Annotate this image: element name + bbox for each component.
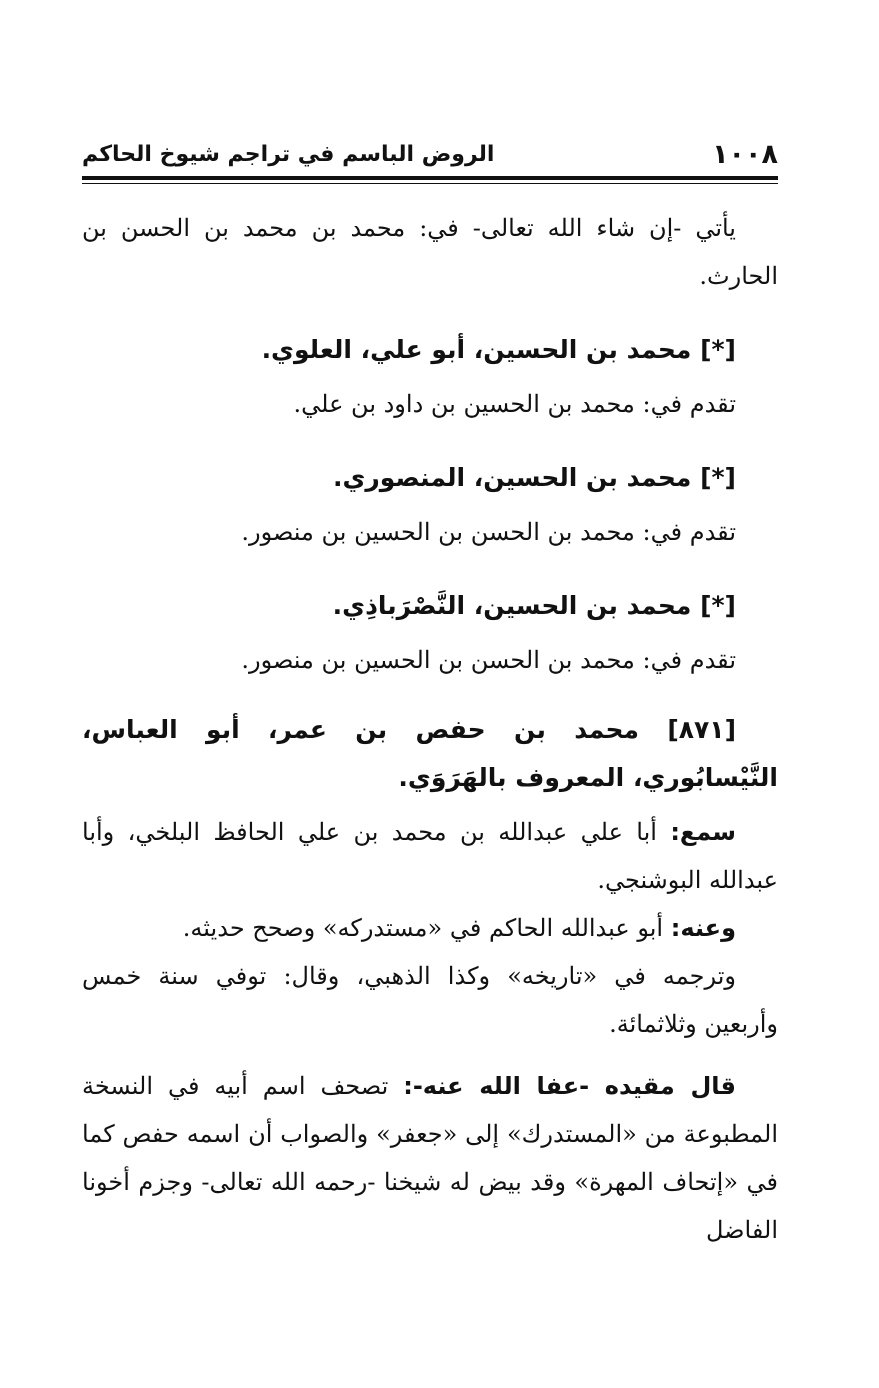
ref-text: محمد بن الحسن بن الحسين بن منصور.: [241, 646, 635, 674]
narrated-by-paragraph: [82, 904, 778, 952]
entry-heading-1: [82, 326, 778, 374]
biography-paragraph: وترجمه في «تاريخه» وكذا الذهبي، وقال: توفي سنة خمس وأربعين وثلاثمائة.: [82, 962, 778, 1038]
heard-label: سمع:: [670, 818, 736, 846]
entry-number: [٨٧١]: [667, 715, 736, 744]
from-text: أبو عبدالله الحاكم في «مستدركه» وصحح حديثه.: [182, 914, 664, 942]
ref-label: تقدم في:: [642, 646, 736, 674]
header-rule-thick: [82, 176, 778, 180]
entry-reference-3: [82, 636, 778, 684]
heard-text: أبا علي عبدالله بن محمد بن علي الحافظ البلخي، وأبا عبدالله البوشنجي.: [82, 818, 778, 894]
running-title: الروض الباسم في تراجم شيوخ الحاكم: [82, 142, 495, 167]
note-text: تصحف اسم أبيه في النسخة المطبوعة من «المستدرك» إلى «جعفر» والصواب أن اسمه حفص كما في «إتحاف المهرة» وقد بيض له شيخنا -رحمه الله تعالى- وجزم أخونا الفاضل: [82, 1072, 778, 1244]
page-header: [82, 138, 778, 174]
from-label: وعنه:: [670, 914, 736, 942]
entry-name: محمد بن الحسين، المنصوري.: [333, 463, 692, 492]
heard-from-paragraph: [82, 808, 778, 904]
page-number: ١٠٠٨: [712, 139, 778, 170]
entry-name: محمد بن الحسين، أبو علي، العلوي.: [261, 335, 692, 364]
entry-heading-2: [82, 454, 778, 502]
ref-text: محمد بن الحسن بن الحسين بن منصور.: [241, 518, 635, 546]
editor-note-paragraph: [82, 1062, 778, 1254]
entry-mark: [*]: [700, 335, 736, 364]
entry-heading-3: [82, 582, 778, 630]
entry-name: محمد بن حفص بن عمر، أبو العباس، النَّيْسابُوري، المعروف بالهَرَوَي.: [82, 715, 778, 792]
entry-reference-2: [82, 508, 778, 556]
main-entry-heading: [82, 706, 778, 802]
header-rule-thin: [82, 183, 778, 184]
ref-label: تقدم في:: [642, 390, 736, 418]
entry-mark: [*]: [700, 463, 736, 492]
note-label: قال مقيده -عفا الله عنه-:: [403, 1072, 736, 1100]
ref-text: محمد بن الحسين بن داود بن علي.: [293, 390, 635, 418]
intro-paragraph: يأتي -إن شاء الله تعالى- في: محمد بن محمد بن الحسن بن الحارث.: [82, 214, 778, 290]
page-body: [82, 204, 778, 1254]
entry-reference-1: [82, 380, 778, 428]
ref-label: تقدم في:: [642, 518, 736, 546]
entry-mark: [*]: [700, 591, 736, 620]
entry-name: محمد بن الحسين، النَّصْرَباذِي.: [332, 591, 692, 620]
